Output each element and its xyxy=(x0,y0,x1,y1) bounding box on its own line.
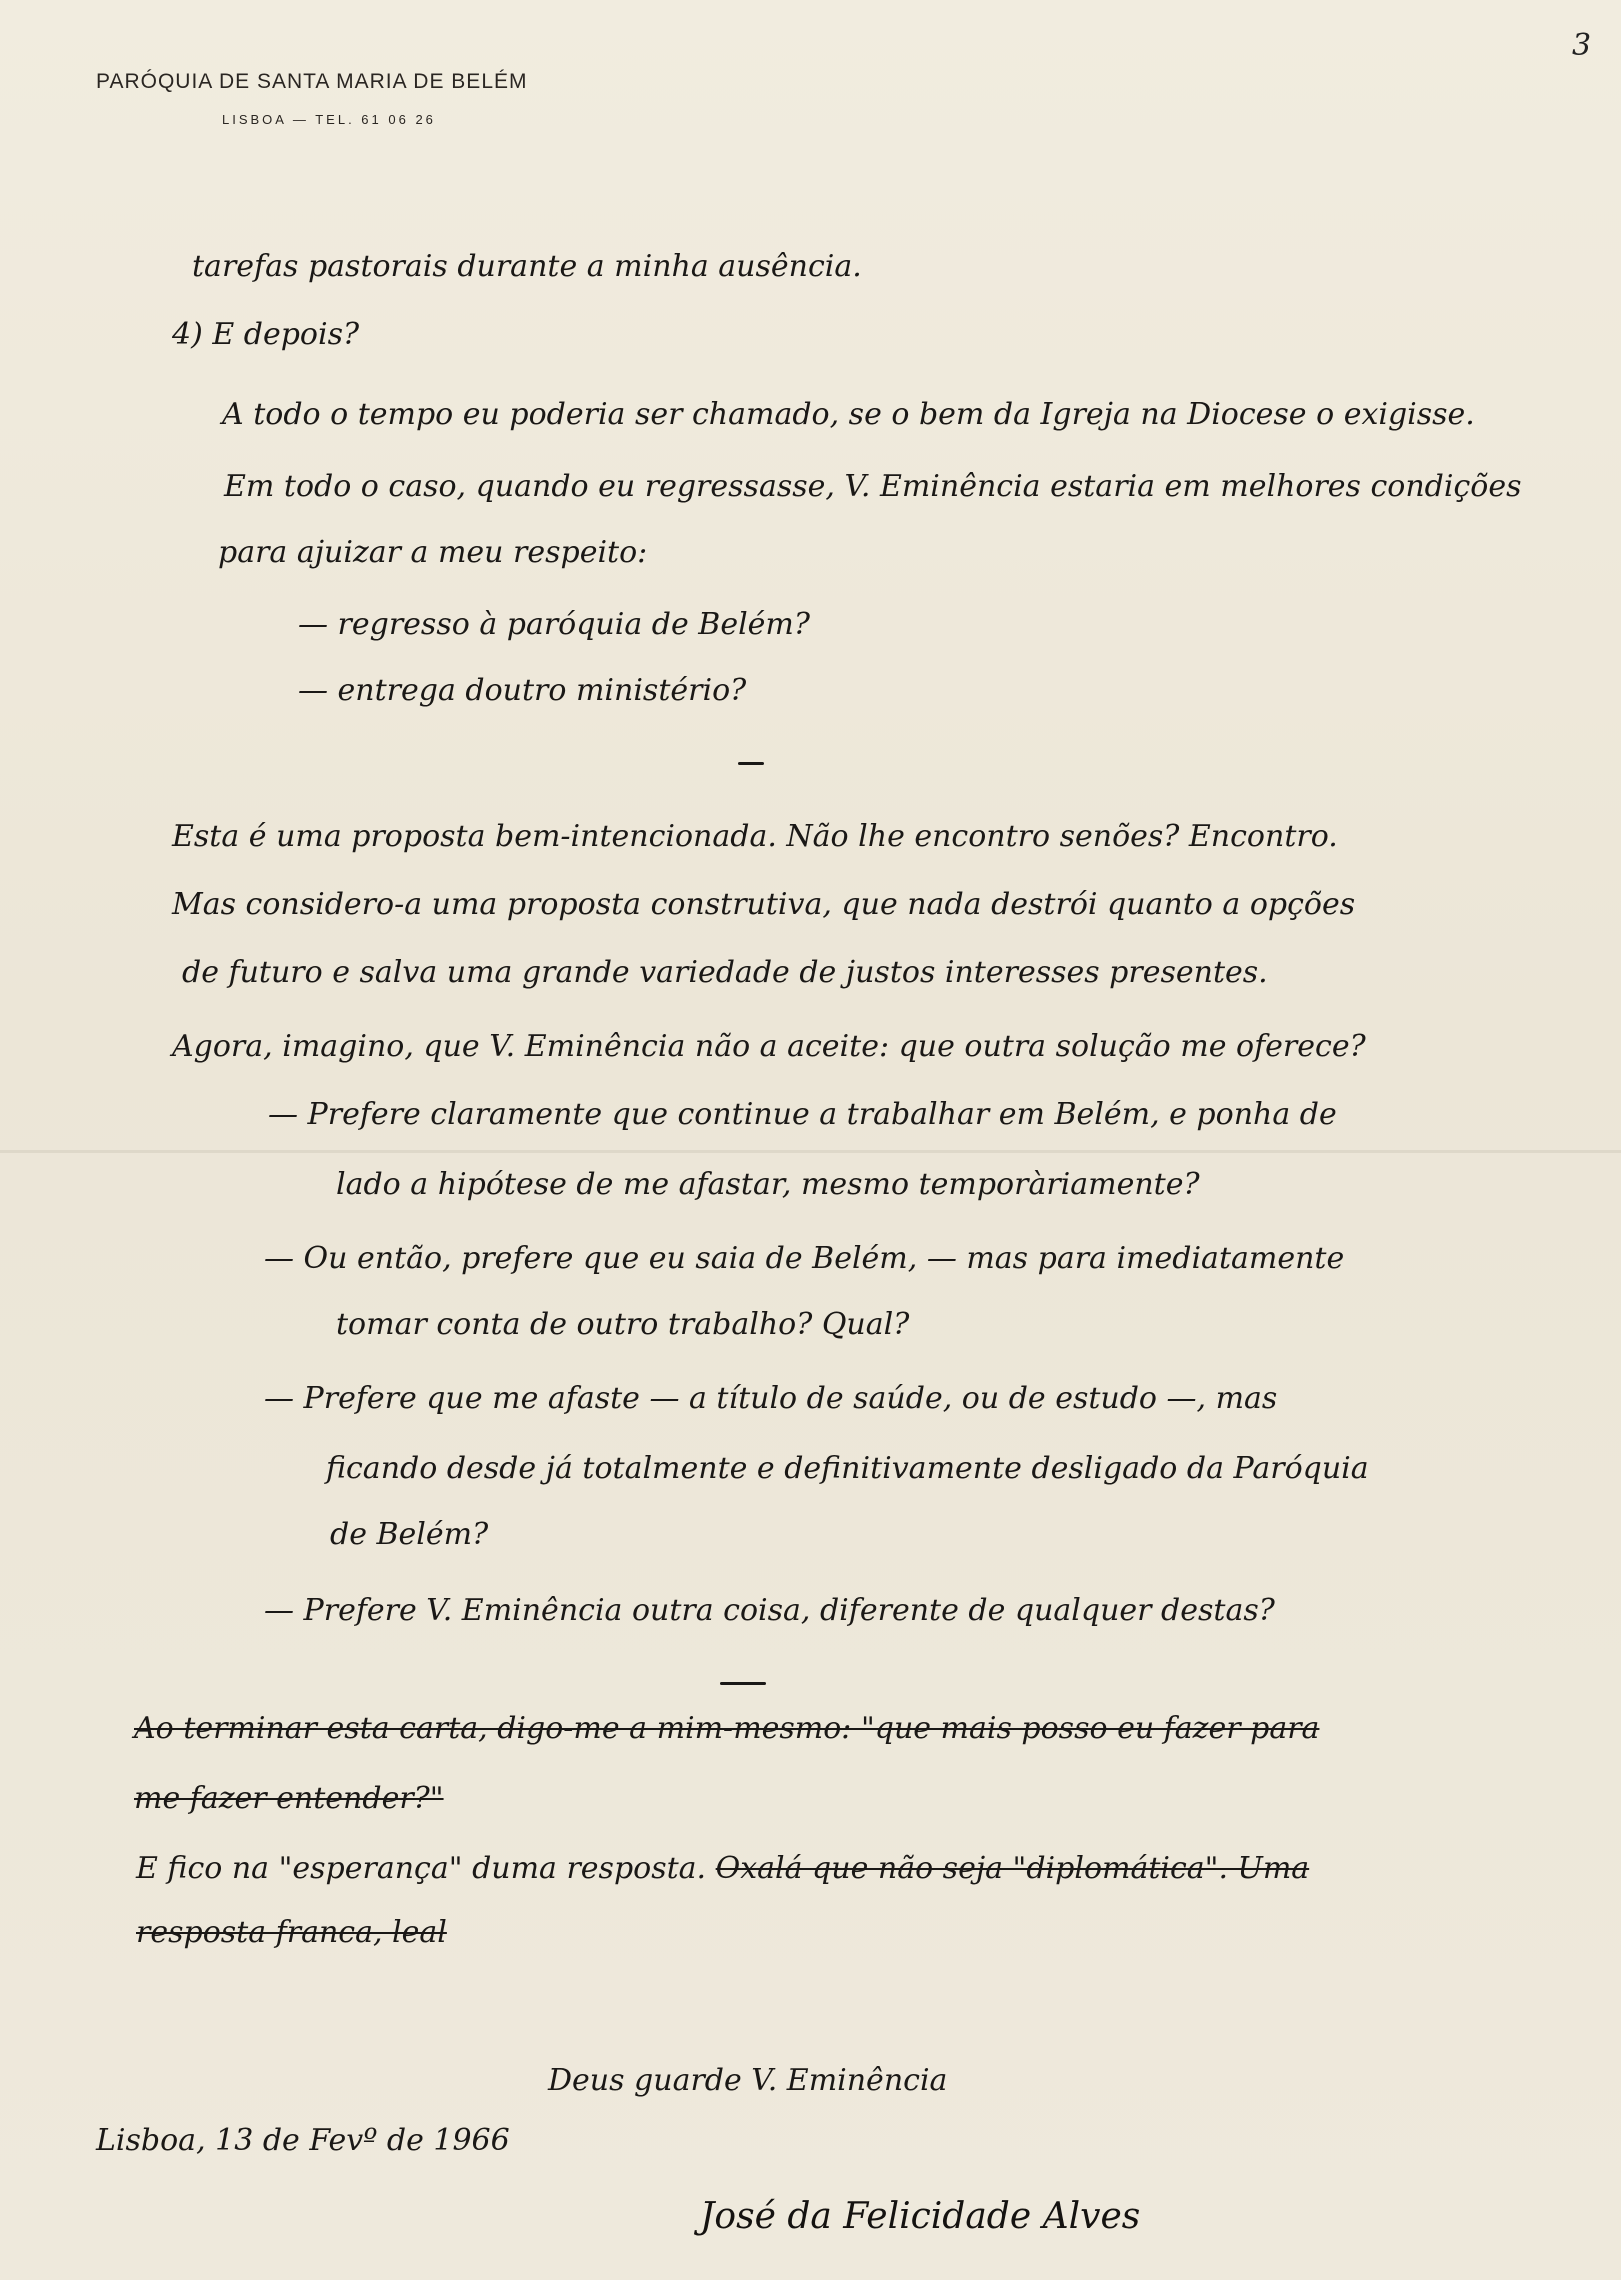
text-line: A todo o tempo eu poderia ser chamado, se o bem da Igreja na Diocese o exigisse. xyxy=(222,397,1475,432)
text-line: — entrega doutro ministério? xyxy=(298,673,747,708)
text-line: tarefas pastorais durante a minha ausência. xyxy=(192,249,862,284)
date-line: Lisboa, 13 de Fevº de 1966 xyxy=(96,2123,510,2158)
text-line: de Belém? xyxy=(330,1517,489,1552)
text-line: ficando desde já totalmente e definitivamente desligado da Paróquia xyxy=(326,1451,1369,1486)
text-line: para ajuizar a meu respeito: xyxy=(218,535,648,570)
text-line: Mas considero-a uma proposta construtiva, que nada destrói quanto a opções xyxy=(172,887,1356,922)
text-line: tomar conta de outro trabalho? Qual? xyxy=(336,1307,910,1342)
text-line: — Prefere claramente que continue a trabalhar em Belém, e ponha de xyxy=(268,1097,1337,1132)
closing-kept-text: E fico na "esperança" duma resposta. xyxy=(136,1851,707,1886)
text-line: — regresso à paróquia de Belém? xyxy=(298,607,810,642)
signature: José da Felicidade Alves xyxy=(700,2196,1141,2237)
section-separator xyxy=(738,762,764,765)
text-line: 4) E depois? xyxy=(172,317,360,352)
text-line: lado a hipótese de me afastar, mesmo temporàriamente? xyxy=(336,1167,1200,1202)
text-line: Em todo o caso, quando eu regressasse, V. Eminência estaria em melhores condições xyxy=(224,469,1522,504)
closing-line xyxy=(136,1852,1309,1886)
page-number: 3 xyxy=(1572,28,1592,63)
paper-fold xyxy=(0,1150,1621,1153)
text-line: — Prefere que me afaste — a título de saúde, ou de estudo —, mas xyxy=(264,1381,1278,1416)
text-line: Agora, imagino, que V. Eminência não a aceite: que outra solução me oferece? xyxy=(172,1029,1366,1064)
struck-line: resposta franca, leal xyxy=(136,1915,447,1950)
closing-struck-text: Oxalá que não seja "diplomática". Uma xyxy=(715,1851,1310,1886)
text-line: Esta é uma proposta bem-intencionada. Não lhe encontro senões? Encontro. xyxy=(172,819,1338,854)
text-line: de futuro e salva uma grande variedade de justos interesses presentes. xyxy=(182,955,1268,990)
text-line: — Prefere V. Eminência outra coisa, diferente de qualquer destas? xyxy=(264,1593,1275,1628)
text-line: — Ou então, prefere que eu saia de Belém, — mas para imediatamente xyxy=(264,1241,1345,1276)
letterhead-title: PARÓQUIA DE SANTA MARIA DE BELÉM xyxy=(96,70,528,93)
blessing-line: Deus guarde V. Eminência xyxy=(548,2063,948,2098)
struck-line: me fazer entender?" xyxy=(134,1781,444,1816)
section-separator xyxy=(720,1682,766,1685)
struck-line: Ao terminar esta carta, digo-me a mim-mesmo: "que mais posso eu fazer para xyxy=(134,1711,1320,1746)
letterhead-address: LISBOA — TEL. 61 06 26 xyxy=(222,112,436,127)
